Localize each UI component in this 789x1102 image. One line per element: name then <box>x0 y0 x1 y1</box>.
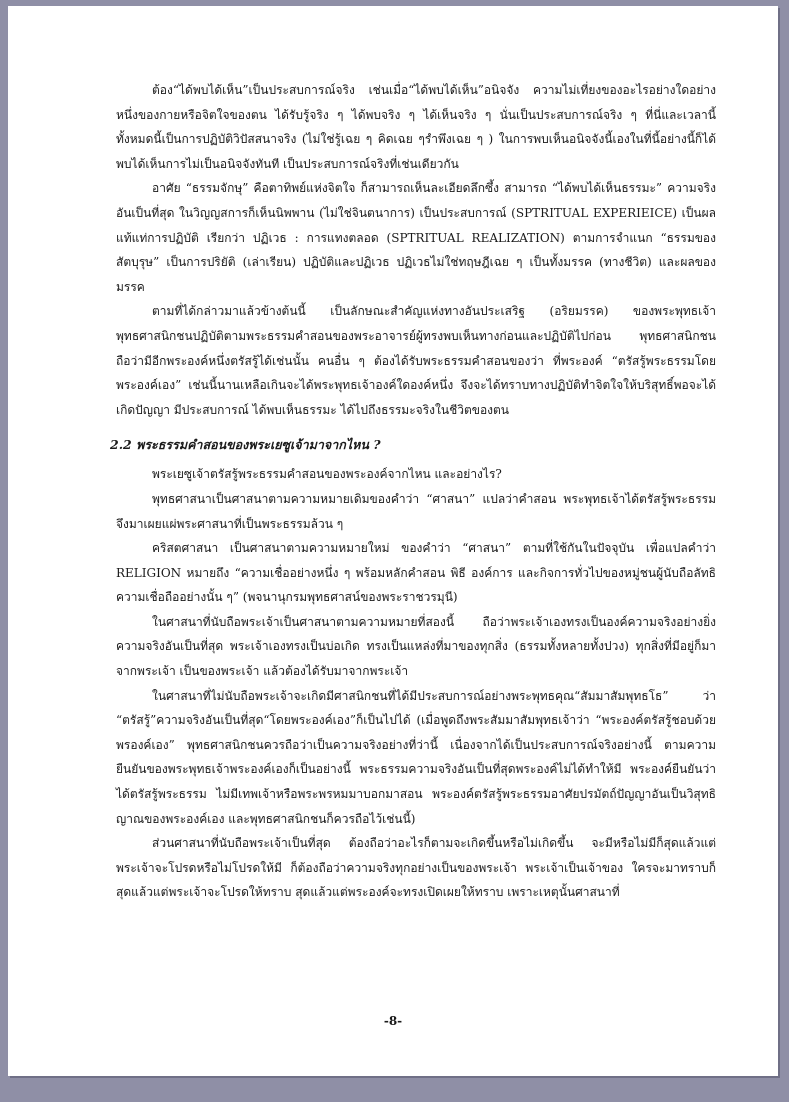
paragraph: ในศาสนาที่นับถือพระเจ้าเป็นศาสนาตามความหมายที่สองนี้ ถือว่าพระเจ้าเองทรงเป็นองค์ความจริงอย่างยิ่ง ความจริงอันเป็นที่สุด พระเจ้าเองทรงเป็นบ่อเกิด ทรงเป็นแหล่งที่มาของทุกสิ่ง (ธรรมทั้งหลายทั้งปวง) ทุกสิ่งที่มีอยู่ก็มาจากพระเจ้า เป็นของพระเจ้า แล้วต้องได้รับมาจากพระเจ้า <box>116 614 716 679</box>
section-heading: 2.2 พระธรรมคำสอนของพระเยซูเจ้ามาจากไหน ? <box>110 437 381 453</box>
paragraph: พระเยซูเจ้าตรัสรู้พระธรรมคำสอนของพระองค์จากไหน และอย่างไร? <box>152 467 502 482</box>
page-number: -8- <box>383 1014 403 1028</box>
paragraph: ตามที่ได้กล่าวมาแล้วข้างต้นนี้ เป็นลักษณะสำคัญแห่งทางอันประเสริฐ (อริยมรรค) ของพระพุทธเจ้า พุทธศาสนิกชนปฏิบัติตามพระธรรมคำสอนของพระอาจารย์ผู้ทรงพบเห็นทางก่อนและปฏิบัติไปก่อน พุทธศาสนิกชนถือว่ามีอีกพระองค์หนึ่งตรัสรู้ได้เช่นนั้น คนอื่น ๆ ต้องได้รับพระธรรมคำสอนของว่า ที่พระองค์ “ตรัสรู้พระธรรมโดยพระองค์เอง” เช่นนี้นานเหลือเกินจะได้พระพุทธเจ้าองค์ใดองค์หนึ่ง จึงจะได้ทราบทางปฏิบัติทำจิตใจให้บริสุทธิ์พอจะได้เกิดปัญญา มีประสบการณ์ ได้พบเห็นธรรมะ ได้ไปถึงธรรมะจริงในชีวิตของตน <box>116 304 716 417</box>
paragraph: ในศาสนาที่ไม่นับถือพระเจ้าจะเกิดมีศาสนิกชนที่ได้มีประสบการณ์อย่างพระพุทธคุณ“สัมมาสัมพุทธโธ” ว่า “ตรัสรู้”ความจริงอันเป็นที่สุด“โดยพระองค์เอง”ก็เป็นไปได้ (เมื่อพูดถึงพระสัมมาสัมพุทธเจ้าว่า “พระองค์ตรัสรู้ชอบด้วยพรองค์เอง” พุทธศาสนิกชนควรถือว่าเป็นความจริงอย่างที่ว่านี้ เนื่องจากได้เป็นประสบการณ์จริงอย่างนี้ ตามความยืนยันของพระพุทธเจ้าพระองค์เองก็เป็นอย่างนี้ พระธรรมความจริงอันเป็นที่สุดพระองค์ไม่ได้ทำให้มี พระองค์ยืนยันว่าได้ตรัสรู้พระธรรม ไม่มีเทพเจ้าหรือพระพรหมมาบอกมาสอน พระองค์ตรัสรู้พระธรรมอาศัยปรมัตถ์ปัญญาอันเป็นวิสุทธิญาณของพระองค์เอง และพุทธศาสนิกชนก็ควรถือไว้เช่นนี้) <box>116 688 716 826</box>
document-page <box>8 6 778 1076</box>
paragraph: อาศัย “ธรรมจักษุ” คือตาทิพย์แห่งจิตใจ ก็สามารถเห็นละเอียดลึกซึ้ง สามารถ “ได้พบได้เห็นธรรมะ” ความจริงอันเป็นที่สุด ในวิญญสการก็เห็นนิพพาน (ไม่ใช่จินตนาการ) เป็นประสบการณ์ (SPTRITUAL EXPERIEICE) เป็นผลแท้แท่การปฏิบัติ เรียกว่า ปฏิเวธ : การแทงตลอด (SPTRITUAL REALIZATION) ตามการจำแนก “ธรรมของสัตบุรุษ” เป็นการปริยัติ (เล่าเรียน) ปฏิบัติและปฏิเวธ ปฏิเวธไม่ใช่ทฤษฎีเฉย ๆ เป็นทั้งมรรค (ทางชีวิต) และผลของมรรค <box>116 181 716 294</box>
paragraph: พุทธศาสนาเป็นศาสนาตามความหมายเดิมของคำว่า “ศาสนา” แปลว่าคำสอน พระพุทธเจ้าได้ตรัสรู้พระธรรมจึงมาเผยแผ่พระศาสนาที่เป็นพระธรรมล้วน ๆ <box>116 491 716 531</box>
paragraph: ต้อง“ได้พบได้เห็น”เป็นประสบการณ์จริง เช่นเมื่อ“ได้พบได้เห็น”อนิจจัง ความไม่เที่ยงของอะไรอย่างใดอย่างหนึ่งของกายหรือจิตใจของตน ได้รับรู้จริง ๆ ได้พบจริง ๆ ได้เห็นจริง ๆ นั่นเป็นประสบการณ์จริง ๆ ที่นี่และเวลานี้ ทั้งหมดนี้เป็นการปฏิบัติวิปัสสนาจริง (ไม่ใช่รู้เฉย ๆ คิดเฉย ๆรำพึงเฉย ๆ ) ในการพบเห็นอนิจจังนี้เองในที่นี้อย่างนี้ก็ได้พบได้เห็นการไม่เป็นอนิจจังทันที เป็นประสบการณ์จริงที่เช่นเดียวกัน <box>116 83 716 171</box>
paragraph: คริสตศาสนา เป็นศาสนาตามความหมายใหม่ ของคำว่า “ศาสนา” ตามที่ใช้กันในปัจจุบัน เพื่อแปลคำว่า RELIGION หมายถึง “ความเชื่ออย่างหนึ่ง ๆ พร้อมหลักคำสอน พิธี องค์การ และกิจการทั่วไปของหมู่ชนผู้นับถือลัทธิความเชื่อถืออย่างนั้น ๆ” (พจนานุกรมพุทธศาสน์ของพระราชวรมุนี) <box>116 541 716 605</box>
paragraph: ส่วนศาสนาที่นับถือพระเจ้าเป็นที่สุด ต้องถือว่าอะไรก็ตามจะเกิดขึ้นหรือไม่เกิดขึ้น จะมีหรือไม่มีก็สุดแล้วแต่พระเจ้าจะโปรดหรือไม่โปรดให้มี ก็ต้องถือว่าความจริงทุกอย่างเป็นของพระเจ้า พระเจ้าเป็นเจ้าของ ใครจะมาทราบก็สุดแล้วแต่พระเจ้าจะโปรดให้ทราบ สุดแล้วแต่พระองค์จะทรงเปิดเผยให้ทราบ เพราะเหตุนั้นศาสนาที่ <box>116 836 716 900</box>
